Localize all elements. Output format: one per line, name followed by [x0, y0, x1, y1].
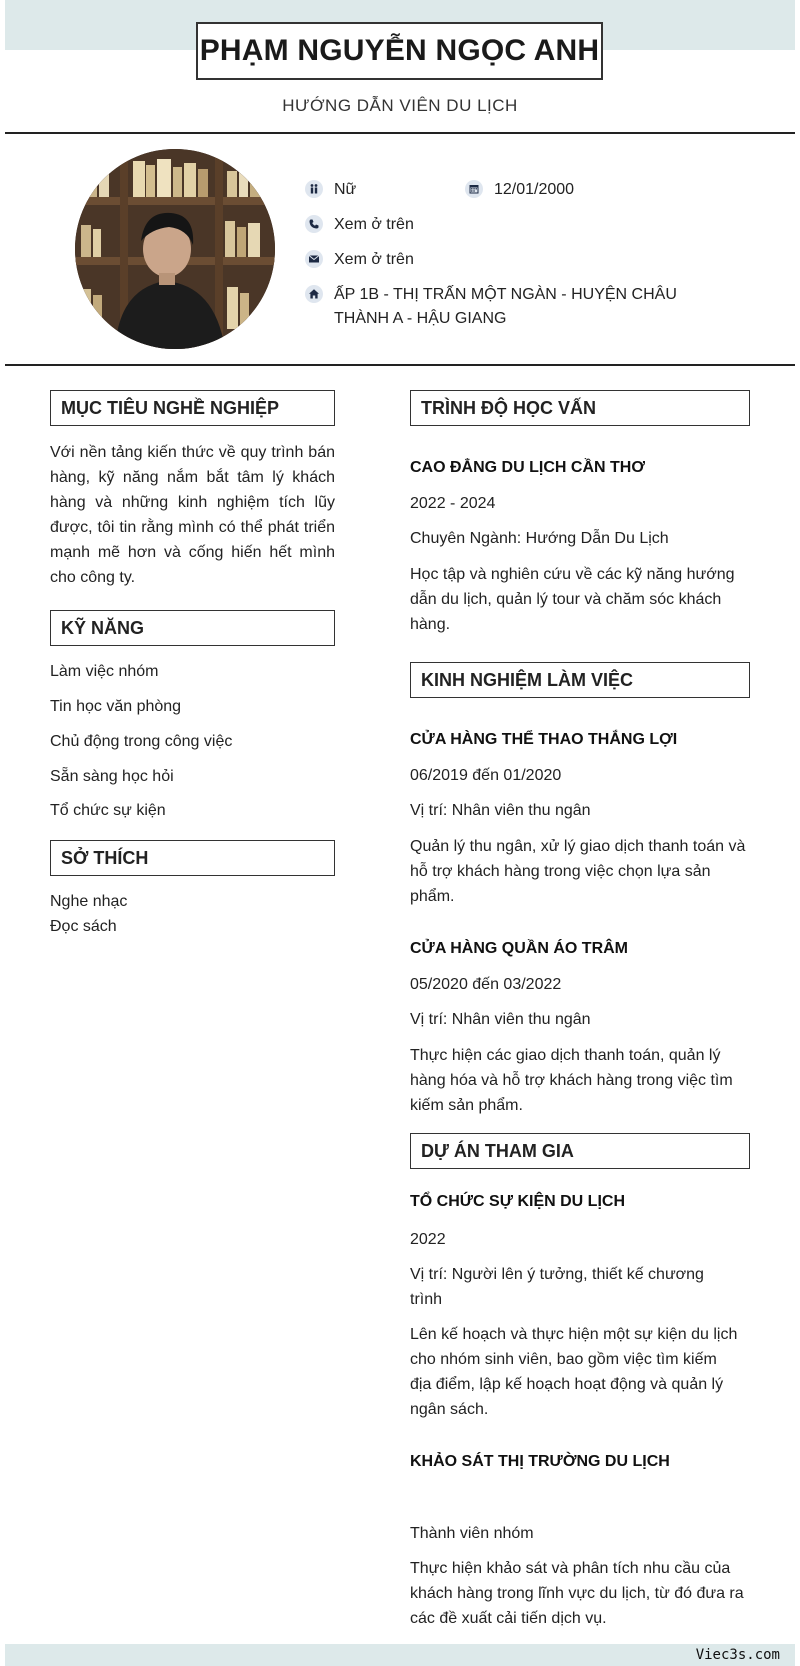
job-position: Vị trí: Nhân viên thu ngân	[410, 1011, 591, 1028]
job-company: CỬA HÀNG QUẦN ÁO TRÂM	[410, 940, 628, 957]
gender-icon	[305, 180, 323, 198]
project-role: Vị trí: Người lên ý tưởng, thiết kế chương trình	[410, 1266, 704, 1308]
email-icon	[305, 250, 323, 268]
avatar	[75, 149, 275, 349]
project-role: Thành viên nhóm	[410, 1525, 534, 1542]
education-description: Học tập và nghiên cứu về các kỹ năng hướng dẫn du lịch, quản lý tour và chăm sóc khách hàng.	[410, 566, 735, 633]
skill-item: Chủ động trong công việc	[50, 733, 233, 750]
gender-value: Nữ	[334, 181, 357, 198]
home-icon	[305, 285, 323, 303]
skills-heading: KỸ NĂNG	[50, 610, 335, 646]
projects-heading: DỰ ÁN THAM GIA	[410, 1133, 750, 1169]
objective-text: Với nền tảng kiến thức về quy trình bán hàng, kỹ năng nắm bắt tâm lý khách hàng và những kinh nghiệm tích lũy được, tôi tin rằng mình có thể phát triển mạnh mẽ hơn và cống hiến hết mình cho công ty.	[50, 444, 335, 586]
school-name: CAO ĐẲNG DU LỊCH CẦN THƠ	[410, 459, 645, 476]
project-year: 2022	[410, 1231, 446, 1248]
skill-item: Làm việc nhóm	[50, 663, 159, 680]
job-period: 05/2020 đến 03/2022	[410, 976, 562, 993]
watermark: Viec3s.com	[695, 1647, 780, 1663]
address-row	[305, 283, 705, 331]
hobby-item: Nghe nhạc	[50, 893, 128, 910]
skill-item: Tin học văn phòng	[50, 698, 182, 715]
job-position: Vị trí: Nhân viên thu ngân	[410, 802, 591, 819]
project-description: Thực hiện khảo sát và phân tích nhu cầu của khách hàng trong lĩnh vực du lịch, từ đó đưa ra các đề xuất cải tiến dịch vụ.	[410, 1560, 744, 1627]
candidate-name: PHẠM NGUYỄN NGỌC ANH	[196, 22, 603, 80]
email-row	[305, 248, 414, 272]
hobbies-heading: SỞ THÍCH	[50, 840, 335, 876]
phone-row	[305, 213, 414, 237]
experience-heading: KINH NGHIỆM LÀM VIỆC	[410, 662, 750, 698]
phone-icon	[305, 215, 323, 233]
education-major: Chuyên Ngành: Hướng Dẫn Du Lịch	[410, 530, 669, 547]
job-period: 06/2019 đến 01/2020	[410, 767, 562, 784]
gender-row	[305, 178, 356, 202]
email-value: Xem ở trên	[334, 251, 414, 268]
skill-item: Sẵn sàng học hỏi	[50, 768, 174, 785]
project-description: Lên kế hoạch và thực hiện một sự kiện du lịch cho nhóm sinh viên, bao gồm việc tìm kiếm địa điểm, lập kế hoạch hoạt động và quản lý ngân sách.	[410, 1326, 738, 1418]
objective-heading: MỤC TIÊU NGHỀ NGHIỆP	[50, 390, 335, 426]
skill-item: Tổ chức sự kiện	[50, 802, 166, 819]
education-heading: TRÌNH ĐỘ HỌC VẤN	[410, 390, 750, 426]
phone-value: Xem ở trên	[334, 216, 414, 233]
calendar-icon	[465, 180, 483, 198]
hobby-item: Đọc sách	[50, 918, 117, 935]
footer-band	[5, 1644, 795, 1666]
avatar-photo	[75, 149, 275, 349]
job-description: Thực hiện các giao dịch thanh toán, quản lý hàng hóa và hỗ trợ khách hàng trong việc tìm kiếm sản phẩm.	[410, 1047, 733, 1114]
job-company: CỬA HÀNG THỂ THAO THẮNG LỢI	[410, 731, 678, 748]
project-name: KHẢO SÁT THỊ TRƯỜNG DU LỊCH	[410, 1453, 670, 1470]
birthdate-row	[465, 178, 574, 202]
project-name: TỔ CHỨC SỰ KIỆN DU LỊCH	[410, 1193, 625, 1210]
divider-top	[5, 132, 795, 134]
job-title: HƯỚNG DẪN VIÊN DU LỊCH	[282, 96, 518, 115]
education-period: 2022 - 2024	[410, 495, 496, 512]
address-value: ẤP 1B - THỊ TRẤN MỘT NGÀN - HUYỆN CHÂU THÀNH A - HẬU GIANG	[334, 286, 677, 327]
birthdate-value: 12/01/2000	[494, 181, 575, 198]
divider-middle	[5, 364, 795, 366]
job-description: Quản lý thu ngân, xử lý giao dịch thanh toán và hỗ trợ khách hàng trong việc chọn lựa sản phẩm.	[410, 838, 746, 905]
